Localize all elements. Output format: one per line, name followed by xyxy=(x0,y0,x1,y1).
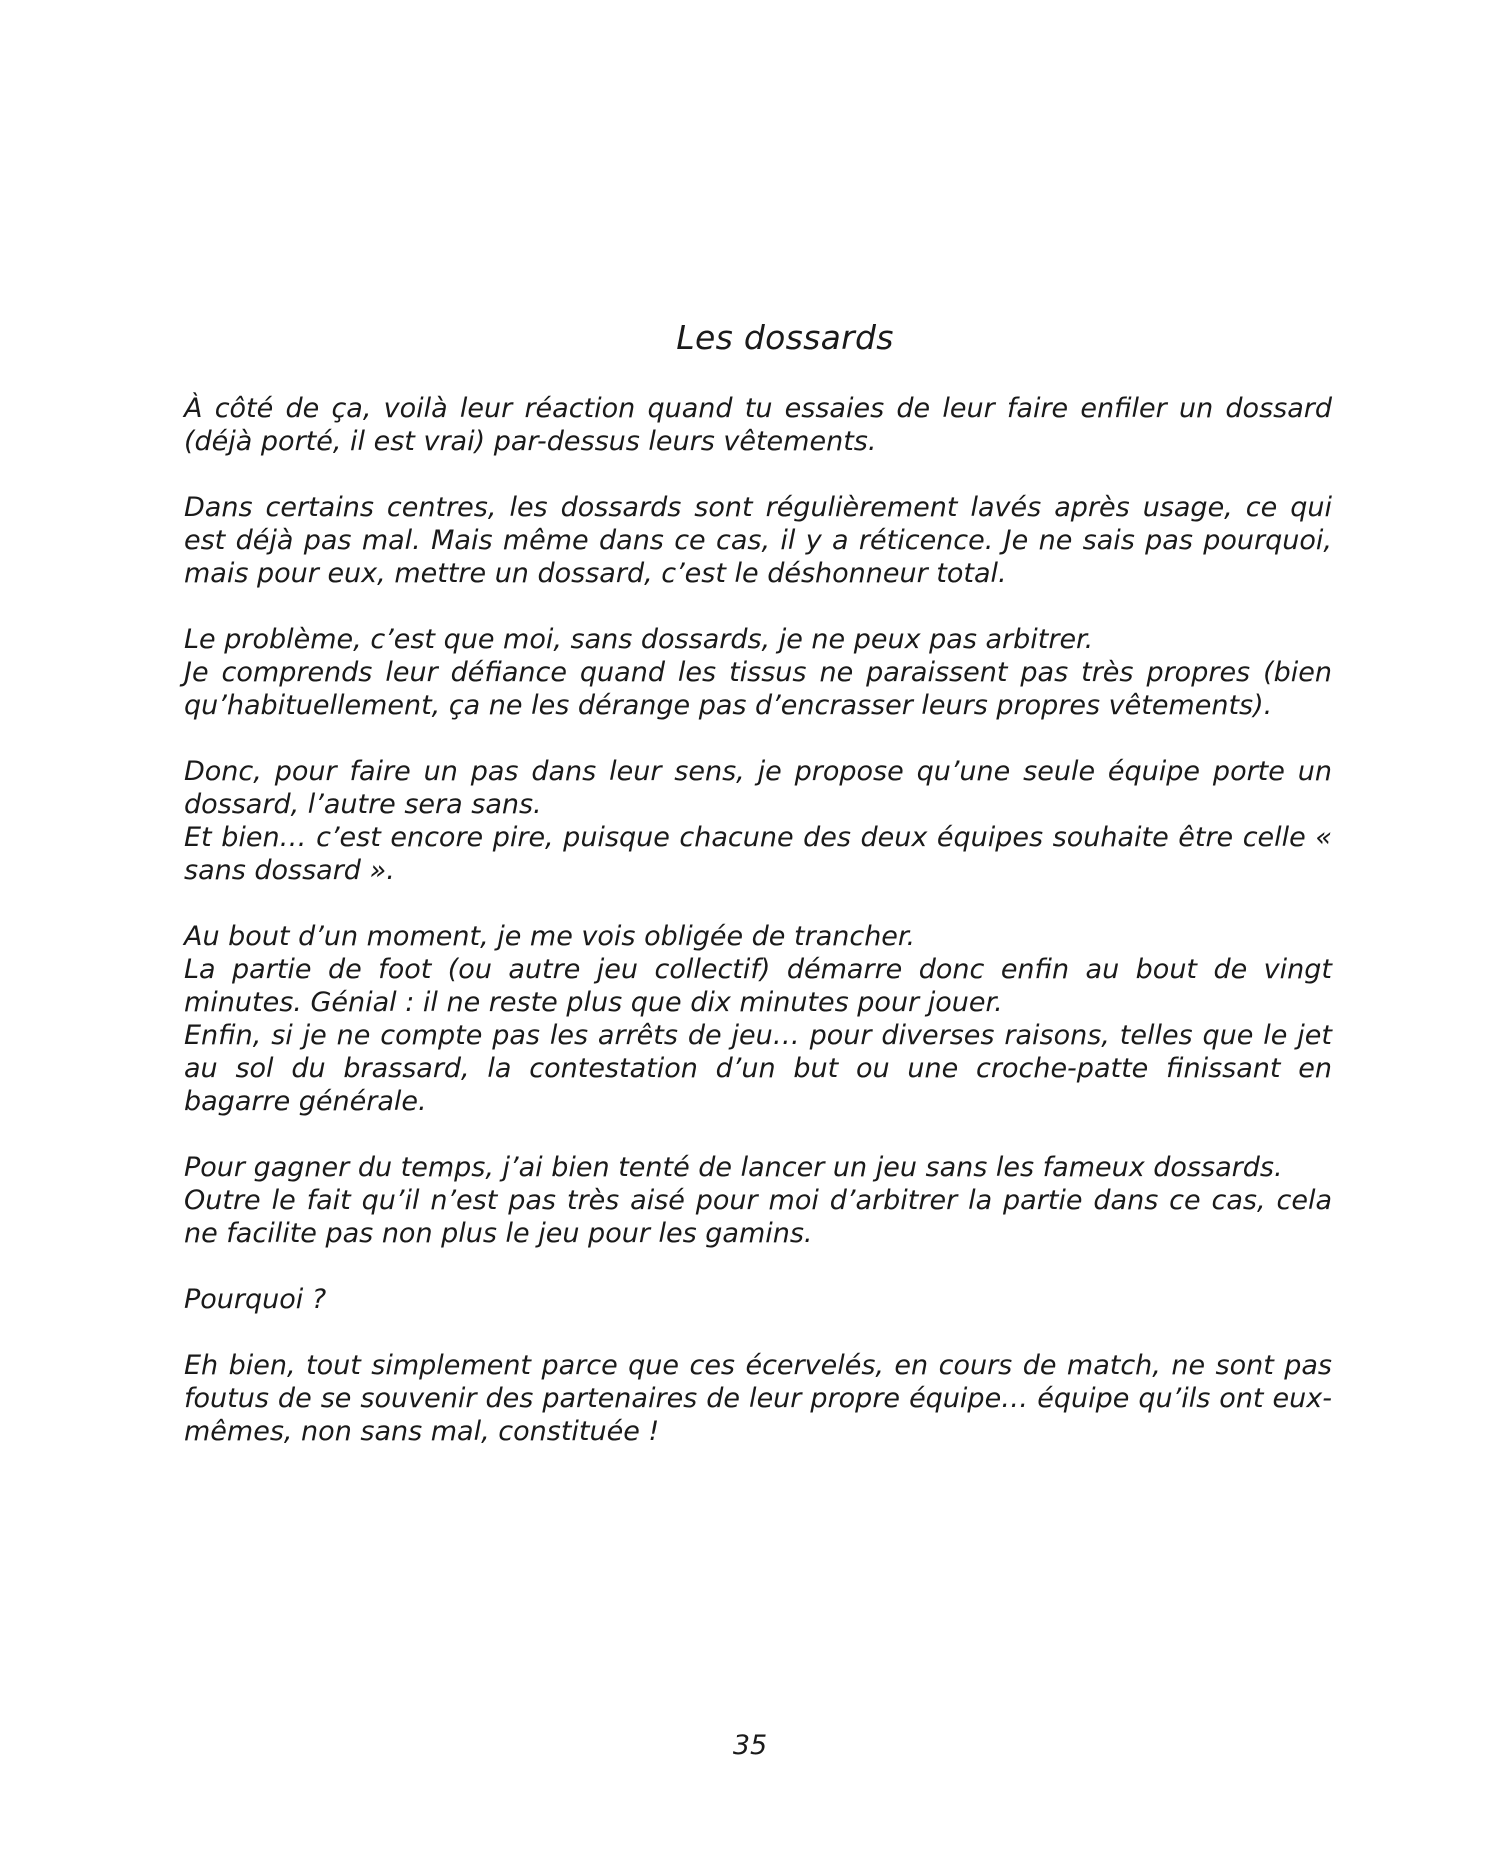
body-text xyxy=(184,392,1332,1481)
paragraph-line: Au bout d’un moment, je me vois obligée de trancher. xyxy=(184,921,916,952)
paragraph-line: À côté de ça, voilà leur réaction quand tu essaies de leur faire enfiler un dossard (déjà porté, il est vrai) par-dessus leurs vêtements. xyxy=(184,393,1332,457)
paragraph-line: Enfin, si je ne compte pas les arrêts de jeu… pour diverses raisons, telles que le jet au sol du brassard, la contestation d’un but ou une croche-patte finissant en bagarre générale. xyxy=(184,1020,1332,1117)
paragraph-line: Le problème, c’est que moi, sans dossards, je ne peux pas arbitrer. xyxy=(184,624,1094,655)
paragraph xyxy=(184,491,1332,590)
paragraph-line: Pourquoi ? xyxy=(184,1284,327,1315)
paragraph-line: La partie de foot (ou autre jeu collectif) démarre donc enfin au bout de vingt minutes. Génial : il ne reste plus que dix minutes pour jouer. xyxy=(184,954,1332,1018)
page-number: 35 xyxy=(732,1730,768,1761)
paragraph xyxy=(184,755,1332,887)
paragraph xyxy=(184,1151,1332,1250)
paragraph xyxy=(184,1283,1332,1316)
paragraph xyxy=(184,920,1332,1118)
paragraph-line: Dans certains centres, les dossards sont régulièrement lavés après usage, ce qui est déjà pas mal. Mais même dans ce cas, il y a réticence. Je ne sais pas pourquoi, mais pour eux, mettre un dossard, c’est le déshonneur total. xyxy=(184,492,1332,589)
paragraph-line: Et bien… c’est encore pire, puisque chacune des deux équipes souhaite être celle « sans dossard ». xyxy=(184,822,1332,886)
paragraph xyxy=(184,623,1332,722)
paragraph-line: Je comprends leur défiance quand les tissus ne paraissent pas très propres (bien qu’habituellement, ça ne les dérange pas d’encrasser leurs propres vêtements). xyxy=(184,657,1332,721)
paragraph xyxy=(184,1349,1332,1448)
paragraph xyxy=(184,392,1332,458)
paragraph-line: Pour gagner du temps, j’ai bien tenté de lancer un jeu sans les fameux dossards. xyxy=(184,1152,1283,1183)
paragraph-line: Eh bien, tout simplement parce que ces écervelés, en cours de match, ne sont pas foutus de se souvenir des partenaires de leur propre équipe… équipe qu’ils ont eux-mêmes, non sans mal, constituée ! xyxy=(184,1350,1332,1447)
paragraph-line: Outre le fait qu’il n’est pas très aisé pour moi d’arbitrer la partie dans ce cas, cela ne facilite pas non plus le jeu pour les gamins. xyxy=(184,1185,1332,1249)
paragraph-line: Donc, pour faire un pas dans leur sens, je propose qu’une seule équipe porte un dossard, l’autre sera sans. xyxy=(184,756,1332,820)
page-title: Les dossards xyxy=(676,318,894,357)
